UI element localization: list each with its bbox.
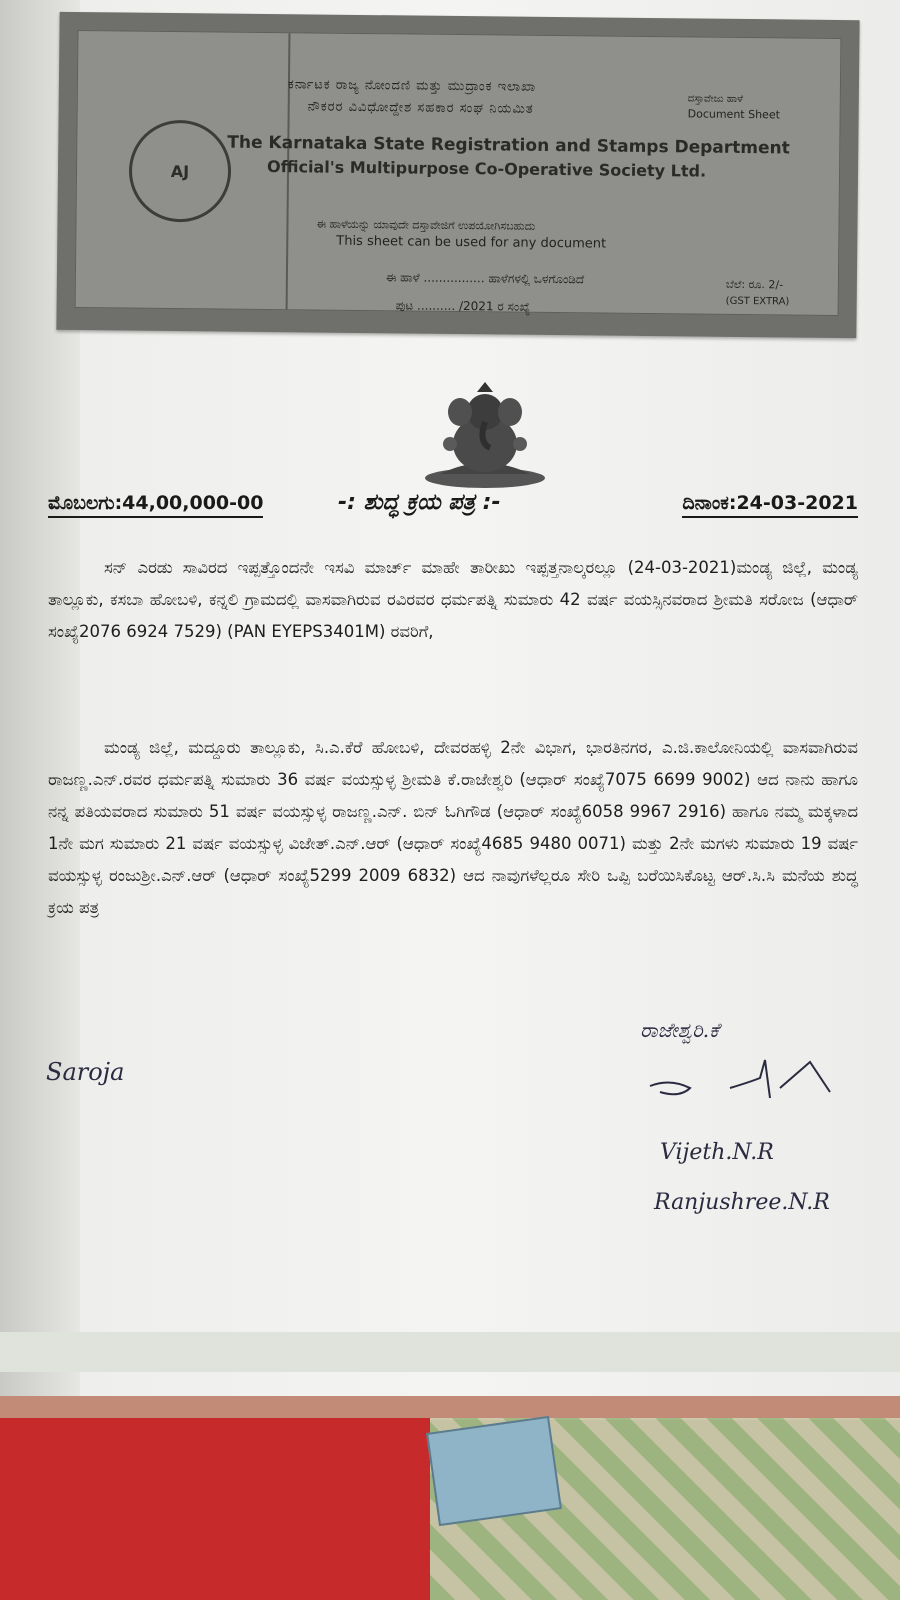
signature-vijeth: Vijeth.N.R	[660, 1140, 774, 1165]
stamp-gst-note: (GST EXTRA)	[725, 295, 790, 308]
deed-heading	[48, 492, 858, 532]
document-sheet-label: Document Sheet	[687, 107, 781, 122]
stamp-english-usage: This sheet can be used for any document	[336, 233, 607, 252]
document-sheet-kannada: ದಸ್ತಾವೇಜು ಹಾಳೆ	[687, 93, 744, 105]
stamp-kannada-subtitle: ನೌಕರರ ವಿವಿಧೋದ್ದೇಶ ಸಹಕಾರ ಸಂಘ ನಿಯಮಿತ	[307, 99, 534, 117]
stamp-price: ಬೆಲೆ: ರೂ. 2/-	[725, 277, 784, 292]
seller-paragraph: ಮಂಡ್ಯ ಜಿಲ್ಲೆ, ಮದ್ದೂರು ತಾಲ್ಲೂಕು, ಸಿ.ಎ.ಕೆರೆ ಹೋಬಳಿ, ದೇವರಹಳ್ಳಿ 2ನೇ ವಿಭಾಗ, ಭಾರತಿನಗರ, ಎ.ಜಿ.ಕಾಲೋನಿಯಲ್ಲಿ ವಾಸವಾಗಿರುವ ರಾಜಣ್ಣ.ಎನ್.ರವರ ಧರ್ಮಪತ್ನಿ ಸುಮಾರು 36 ವರ್ಷ ವಯಸ್ಸುಳ್ಳ ಶ್ರೀಮತಿ ಕೆ.ರಾಜೇಶ್ವರಿ (ಆಧಾರ್ ಸಂಖ್ಯೆ7075 6699 9002) ಆದ ನಾನು ಹಾಗೂ ನನ್ನ ಪತಿಯವರಾದ ಸುಮಾರು 51 ವರ್ಷ ವಯಸ್ಸುಳ್ಳ ರಾಜಣ್ಣ.ಎನ್. ಬಿನ್ ಓಗಿಗೌಡ (ಆಧಾರ್ ಸಂಖ್ಯೆ6058 9967 2916) ಹಾಗೂ ನಮ್ಮ ಮಕ್ಕಳಾದ 1ನೇ ಮಗ ಸುಮಾರು 21 ವರ್ಷ ವಯಸ್ಸುಳ್ಳ ವಿಜೇತ್.ಎನ್.ಆರ್ (ಆಧಾರ್ ಸಂಖ್ಯೆ4685 9480 0071) ಮತ್ತು 2ನೇ ಮಗಳು ಸುಮಾರು 19 ವರ್ಷ ವಯಸ್ಸುಳ್ಳ ರಂಜುಶ್ರೀ.ಎನ್.ಆರ್ (ಆಧಾರ್ ಸಂಖ್ಯೆ5299 2009 6832) ಆದ ನಾವುಗಳೆಲ್ಲರೂ ಸೇರಿ ಒಪ್ಪಿ ಬರೆಯಿಸಿಕೊಟ್ಟ ಆರ್.ಸಿ.ಸಿ ಮನೆಯ ಶುದ್ಧ ಕ್ರಯ ಪತ್ರ	[48, 738, 858, 917]
lower-sheet-strip	[0, 1332, 900, 1372]
deed-date: ದಿನಾಂಕ:24-03-2021	[682, 492, 858, 518]
deed-amount: ಮೊಬಲಗು:44,00,000-00	[48, 492, 263, 518]
signature-rajeshwari: ರಾಜೇಶ್ವರಿ.ಕೆ	[640, 1018, 719, 1042]
background-box	[426, 1416, 562, 1526]
stamp-sheet-count: ಈ ಹಾಳೆ ................ ಹಾಳೆಗಳಲ್ಲಿ ಒಳಗೊಂಡಿದೆ	[385, 270, 585, 287]
signature-ranjushree: Ranjushree.N.R	[654, 1190, 830, 1215]
seal-text: AJ	[170, 161, 190, 181]
stamp-english-subtitle: Official's Multipurpose Co-Operative Society Ltd.	[266, 157, 707, 181]
stamp-english-title: The Karnataka State Registration and Stamps Department	[227, 132, 790, 159]
stamp-inner-panel	[75, 30, 842, 316]
society-seal-icon	[128, 120, 231, 223]
stamp-kannada-usage: ಈ ಹಾಳೆಯನ್ನು ಯಾವುದೇ ದಸ್ತಾವೇಜಿಗೆ ಉಪಯೋಗಿಸಬಹುದು	[316, 217, 536, 233]
stamp-kannada-title: ಕರ್ನಾಟಕ ರಾಜ್ಯ ನೋಂದಣಿ ಮತ್ತು ಮುದ್ರಾಂಕ ಇಲಾಖಾ	[287, 77, 537, 95]
buyer-paragraph: ಸನ್ ಎರಡು ಸಾವಿರದ ಇಪ್ಪತ್ತೊಂದನೇ ಇಸವಿ ಮಾರ್ಚ್ ಮಾಹೇ ತಾರೀಖು ಇಪ್ಪತ್ತನಾಲ್ಕರಲ್ಲೂ (24-03-2021)ಮಂಡ್ಯ ಜಿಲ್ಲೆ, ಮಂಡ್ಯ ತಾಲ್ಲೂಕು, ಕಸಬಾ ಹೋಬಳಿ, ಕನ್ನಲಿ ಗ್ರಾಮದಲ್ಲಿ ವಾಸವಾಗಿರುವ ರವಿರವರ ಧರ್ಮಪತ್ನಿ ಸುಮಾರು 42 ವರ್ಷ ವಯಸ್ಸಿನವರಾದ ಶ್ರೀಮತಿ ಸರೋಜ (ಆಧಾರ್ ಸಂಖ್ಯೆ2076 6924 7529) (PAN EYEPS3401M) ರವರಿಗೆ,	[48, 558, 858, 641]
signature-rajanna-scribble	[640, 1048, 840, 1108]
ganesha-emblem-icon	[420, 382, 550, 492]
stamp-page-number: ಪುಟ .......... /2021 ರ ಸಂಖ್ಯೆ	[395, 298, 531, 314]
deed-title: -: ಶುದ್ಧ ಕ್ರಯ ಪತ್ರ :-	[338, 490, 501, 515]
paper-bottom-edge	[0, 1396, 900, 1418]
signature-saroja: Saroja	[46, 1058, 125, 1086]
background-red-cloth	[0, 1418, 430, 1600]
stamp-paper-header	[56, 12, 859, 338]
